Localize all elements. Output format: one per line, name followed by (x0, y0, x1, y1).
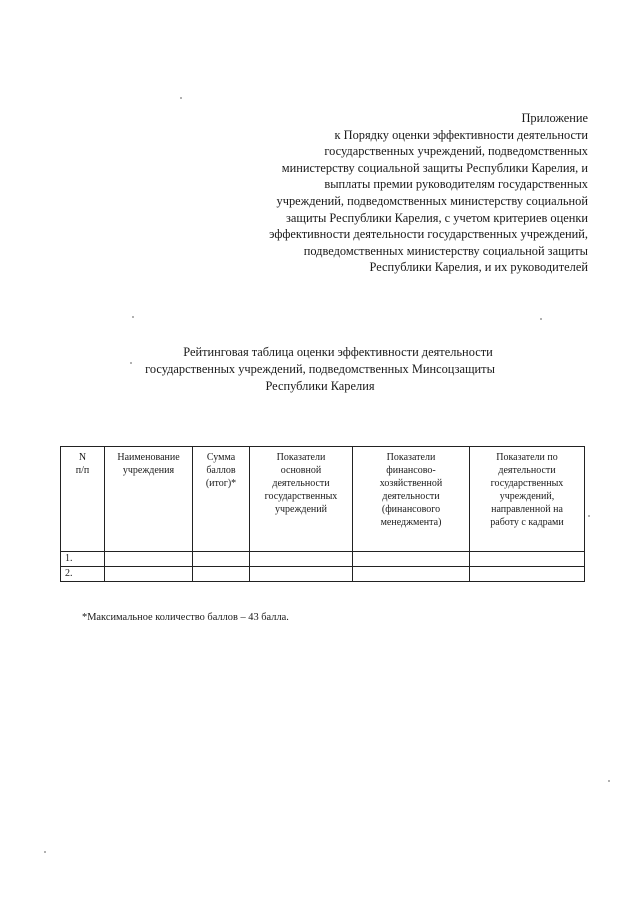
rating-table (60, 446, 585, 582)
appendix-line: к Порядку оценки эффективности деятельности (334, 127, 588, 142)
scan-speck (44, 851, 46, 853)
col-header-number: N п/п (61, 447, 105, 552)
table-cell (105, 552, 193, 567)
table-header-row (61, 447, 585, 552)
col-header-total-score: Сумма баллов (итог)* (193, 447, 250, 552)
scan-speck (132, 316, 134, 318)
table-row (61, 552, 585, 567)
col-header-personnel: Показатели по деятельности государственных учреждений, направленной на работу с кадрами (470, 447, 585, 552)
table-cell (193, 552, 250, 567)
table-cell (250, 567, 353, 582)
table-cell (193, 567, 250, 582)
col-header-financial: Показатели финансово- хозяйственной деятельности (финансового менеджмента) (353, 447, 470, 552)
table-cell (250, 552, 353, 567)
appendix-line: выплаты премии руководителям государственных (324, 177, 588, 192)
appendix-line: защиты Республики Карелия, с учетом критериев оценки (286, 210, 588, 225)
row-number: 1. (61, 552, 105, 567)
title-line: Рейтинговая таблица оценки эффективности деятельности (183, 345, 493, 359)
appendix-line: Приложение (521, 111, 588, 125)
page-title (0, 344, 640, 395)
table-cell (353, 567, 470, 582)
appendix-line: эффективности деятельности государственных учреждений, (269, 227, 588, 242)
scan-speck (180, 97, 182, 99)
appendix-header (168, 110, 588, 276)
appendix-line: подведомственных министерству социальной защиты (303, 243, 588, 258)
footnote: *Максимальное количество баллов – 43 балла. (82, 612, 289, 623)
appendix-line: Республики Карелия, и их руководителей (369, 260, 588, 275)
scan-speck (608, 780, 610, 782)
scan-speck (540, 318, 542, 320)
appendix-line: учреждений, подведомственных министерству социальной (276, 193, 588, 208)
table-cell (105, 567, 193, 582)
appendix-line: министерству социальной защиты Республики Карелия, и (281, 160, 588, 175)
table-cell (470, 552, 585, 567)
appendix-line: государственных учреждений, подведомственных (324, 144, 588, 159)
col-header-main-activity: Показатели основной деятельности государственных учреждений (250, 447, 353, 552)
title-line: Республики Карелия (265, 379, 375, 393)
table-row (61, 567, 585, 582)
scan-speck (130, 362, 132, 364)
table-cell (470, 567, 585, 582)
row-number: 2. (61, 567, 105, 582)
table-cell (353, 552, 470, 567)
scan-speck (588, 515, 590, 517)
title-line: государственных учреждений, подведомственных Минсоцзащиты (145, 362, 495, 376)
col-header-institution: Наименование учреждения (105, 447, 193, 552)
